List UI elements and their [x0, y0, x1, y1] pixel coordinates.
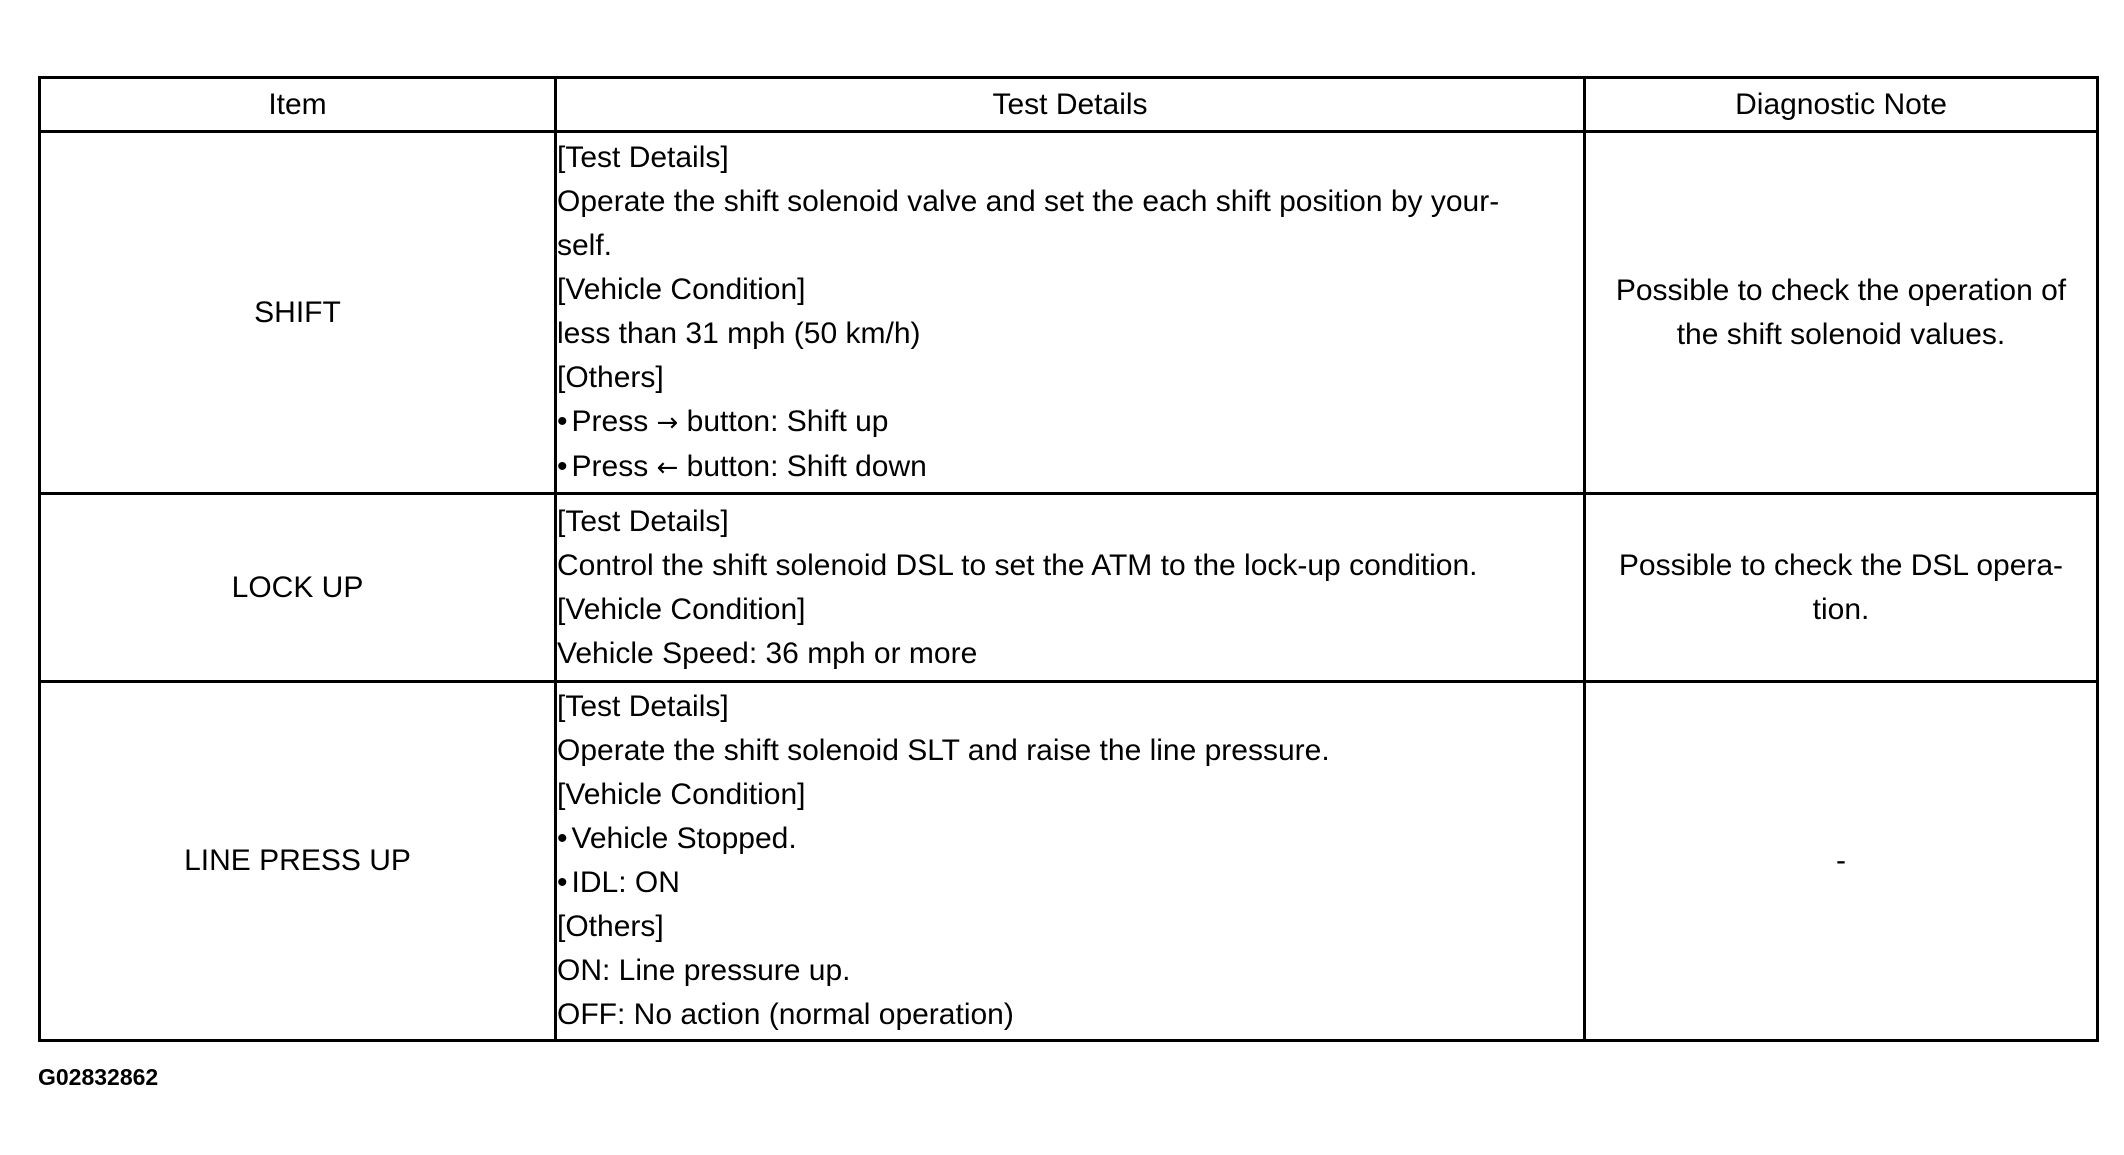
- table-row: [40, 682, 2098, 1041]
- details-line: OFF: No action (normal operation): [557, 998, 1014, 1031]
- header-item: Item: [40, 78, 556, 132]
- details-line: ON: Line pressure up.: [557, 954, 851, 987]
- details-line: [Test Details]: [557, 690, 729, 723]
- right-arrow-icon: →: [656, 407, 679, 438]
- item-cell: LOCK UP: [40, 494, 556, 682]
- diagnostic-note-cell: [1585, 682, 2098, 1041]
- diagnostic-table: [38, 76, 2099, 1042]
- details-line: Control the shift solenoid DSL to set the ATM to the lock-up condition.: [557, 548, 1478, 582]
- header-diagnostic-note: Diagnostic Note: [1585, 78, 2098, 132]
- note-line: -: [1836, 844, 1846, 877]
- details-line: [Vehicle Condition]: [557, 592, 806, 626]
- details-line: Operate the shift solenoid SLT and raise the line pressure.: [557, 734, 1330, 767]
- details-line: self.: [557, 228, 613, 262]
- bullet-item: [557, 445, 1583, 490]
- note-line: Possible to check the DSL opera-: [1618, 548, 2064, 582]
- note-line: Possible to check the operation of: [1615, 273, 2067, 307]
- bullet-item: • Vehicle Stopped.: [557, 817, 1583, 861]
- table-row: [40, 494, 2098, 682]
- test-details-cell: [556, 132, 1585, 494]
- details-line: Operate the shift solenoid valve and set the each shift position by your-: [557, 184, 1500, 218]
- bullet-text: Press: [571, 449, 657, 483]
- details-line: [Others]: [557, 360, 664, 394]
- diagnostic-note-cell: [1585, 494, 2098, 682]
- note-line: the shift solenoid values.: [1676, 317, 2006, 351]
- bullet-text: Press: [571, 404, 657, 438]
- item-cell: SHIFT: [40, 132, 556, 494]
- figure-id: G02832862: [38, 1064, 159, 1090]
- bullet-item: • IDL: ON: [557, 861, 1583, 905]
- details-line: [Test Details]: [557, 140, 729, 174]
- table-header-row: [40, 78, 2098, 132]
- header-test-details: Test Details: [556, 78, 1585, 132]
- details-line: [Test Details]: [557, 504, 729, 538]
- table-row: [40, 132, 2098, 494]
- note-line: tion.: [1812, 592, 1870, 626]
- bullet-text: button: Shift down: [678, 449, 927, 483]
- bullet-text: button: Shift up: [678, 404, 889, 438]
- details-line: [Vehicle Condition]: [557, 272, 806, 306]
- details-line: less than 31 mph (50 km/h): [557, 316, 921, 350]
- bullet-item: [557, 400, 1583, 445]
- test-details-cell: [556, 494, 1585, 682]
- details-line: [Others]: [557, 910, 664, 943]
- diagnostic-note-cell: [1585, 132, 2098, 494]
- left-arrow-icon: ←: [656, 452, 679, 483]
- details-line: Vehicle Speed: 36 mph or more: [557, 636, 978, 670]
- test-details-cell: [556, 682, 1585, 1041]
- details-line: [Vehicle Condition]: [557, 778, 806, 811]
- item-cell: LINE PRESS UP: [40, 682, 556, 1041]
